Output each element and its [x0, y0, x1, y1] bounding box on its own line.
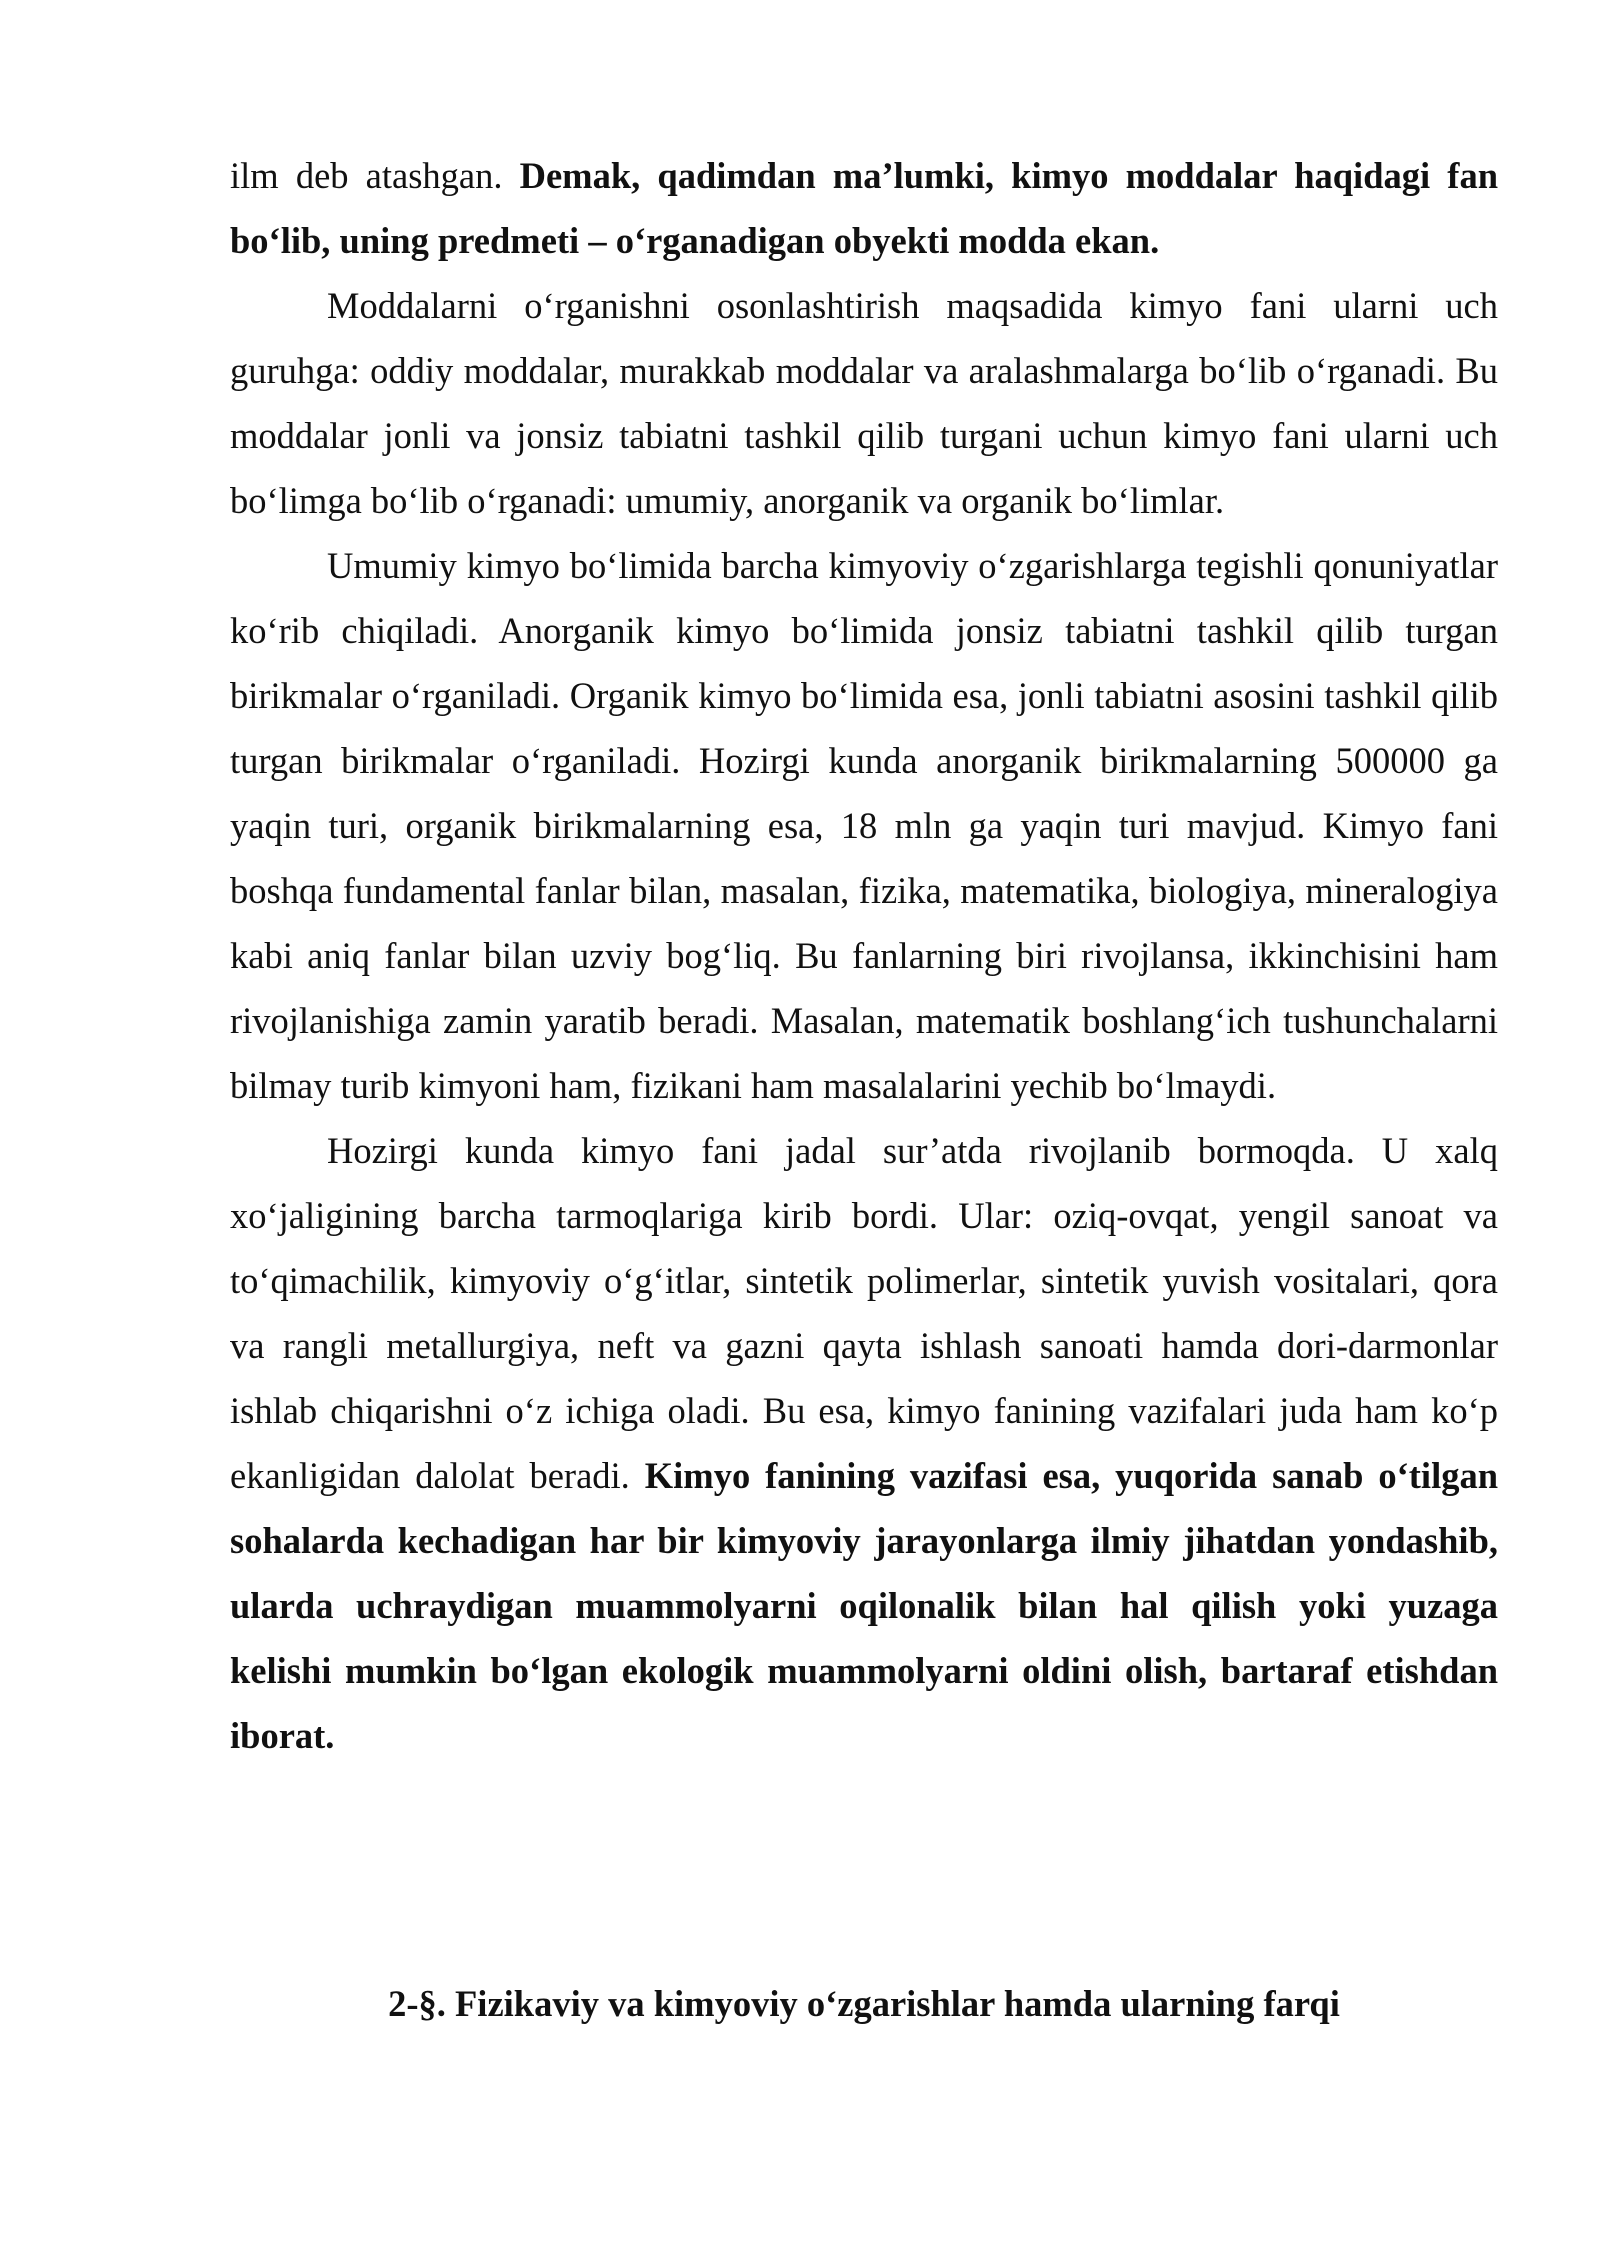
section-heading: 2-§. Fizikaviy va kimyoviy o‘zgarishlar hamda ularning farqi — [388, 1983, 1340, 2024]
body-text — [230, 143, 1498, 1768]
paragraph-1 — [230, 143, 1498, 273]
paragraph-1-text: ilm deb atashgan. — [230, 155, 520, 196]
paragraph-2 — [230, 273, 1498, 533]
paragraph-4 — [230, 1118, 1498, 1768]
paragraph-2-text: Moddalarni o‘rganishni osonlashtirish maqsadida kimyo fani ularni uch guruhga: oddiy moddalar, murakkab moddalar va aralashmalarga bo‘lib o‘rganadi. Bu moddalar jonli va jonsiz tabiatni tashkil qilib turgani uchun kimyo fani ularni uch bo‘limga bo‘lib o‘rganadi: umumiy, anorganik va organik bo‘limlar. — [230, 285, 1498, 521]
paragraph-1-bold-text: Demak, qadimdan ma’lumki, kimyo moddalar haqidagi fan bo‘lib, uning predmeti – o‘rganadigan obyekti modda ekan. — [230, 155, 1498, 261]
paragraph-3 — [230, 533, 1498, 1118]
paragraph-4-bold-text: Kimyo fanining vazifasi esa, yuqorida sanab o‘tilgan sohalarda kechadigan har bir kimyoviy jarayonlarga ilmiy jihatdan yondashib, ularda uchraydigan muammolyarni oqilonalik bilan hal qilish yoki yuzaga kelishi mumkin bo‘lgan ekologik muammolyarni oldini olish, bartaraf etishdan iborat. — [230, 1455, 1499, 1756]
paragraph-3-text: Umumiy kimyo bo‘limida barcha kimyoviy o‘zgarishlarga tegishli qonuniyatlar ko‘rib chiqiladi. Anorganik kimyo bo‘limida jonsiz tabiatni tashkil qilib turgan birikmalar o‘rganiladi. Organik kimyo bo‘limida esa, jonli tabiatni asosini tashkil qilib turgan birikmalar o‘rganiladi. Hozirgi kunda anorganik birikmalarning 500000 ga yaqin turi, organik birikmalarning esa, 18 mln ga yaqin turi mavjud. Kimyo fani boshqa fundamental fanlar bilan, masalan, fizika, matematika, biologiya, mineralogiya kabi aniq fanlar bilan uzviy bog‘liq. Bu fanlarning biri rivojlansa, ikkinchisini ham rivojlanishiga zamin yaratib beradi. Masalan, matematik boshlang‘ich tushunchalarni bilmay turib kimyoni ham, fizikani ham masalalarini yechib bo‘lmaydi. — [230, 545, 1498, 1106]
paragraph-4-text: Hozirgi kunda kimyo fani jadal sur’atda rivojlanib bormoqda. U xalq xo‘jaligining barcha tarmoqlariga kirib bordi. Ular: oziq-ovqat, yengil sanoat va to‘qimachilik, kimyoviy o‘g‘itlar, sintetik polimerlar, sintetik yuvish vositalari, qora va rangli metallurgiya, neft va gazni qayta ishlash sanoati hamda dori-darmonlar ishlab chiqarishni o‘z ichiga oladi. Bu esa, kimyo fanining vazifalari juda ham ko‘p ekanligidan dalolat beradi. — [230, 1130, 1498, 1496]
